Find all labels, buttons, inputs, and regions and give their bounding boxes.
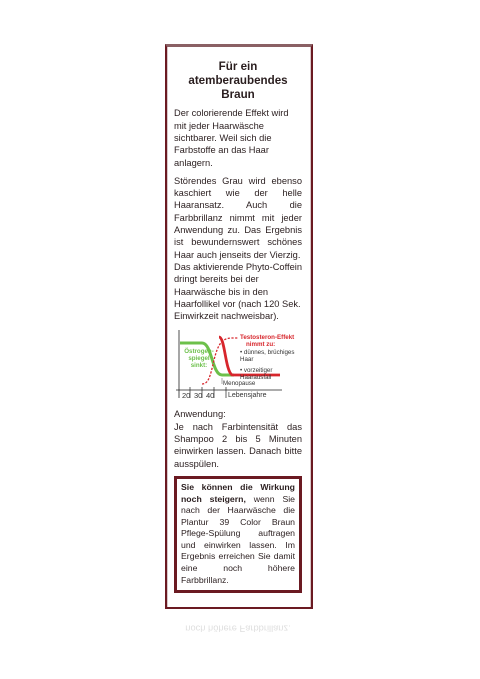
hormone-diagram [174,328,302,402]
usage-heading: Anwendung: [174,409,226,420]
paragraph-effect: Der colorierende Effekt wird mit jeder Haarwäsche sichtbarer. Weil sich die Farbstoffe an das Haar anlagern. [174,108,289,168]
tip-callout [174,476,302,593]
paragraph-coffein: Das aktivierende Phyto-Coffein dringt bereits bei der Haarwäsche bis in den Haarfollikel vor (nach 120 Sek. Einwirkzeit nachweisbar). [174,261,302,322]
callout-text: wenn Sie nach der Haarwäsche die Plantur 39 Color Braun Pflege-Spülung auftragen und einwirken lassen. Im Ergebnis erreichen Sie damit eine noch höhere Farbbrillanz. [181,493,296,585]
testosterone-effects: • dünnes, brüchiges Haar • vorzeitiger Haarausfall [240,349,295,382]
menopause-label: Menopause [223,380,256,388]
reflection-text: noch höhere Farbbrillanz. [185,623,291,634]
axis-label: Lebensjahre [228,392,267,400]
tick-label-40: 40 [206,391,215,401]
usage-text: Je nach Farbintensität das Shampoo 2 bis 5 Minuten einwirken lassen. Danach bitte ausspülen. [174,421,302,469]
oestrogen-label: Östrogen- spiegel sinkt: [184,348,214,370]
package-text [174,60,302,593]
testosterone-label: Testosteron-Effekt nimmt zu: [240,334,295,349]
callout-bold: Sie können die Wirkung noch steigern, [181,481,295,504]
tick-label-20: 20 [182,391,191,401]
paragraph-grey: Störendes Grau wird ebenso kaschiert wie der helle Haaransatz. Auch die Farbbrillanz nimmt mit jeder Anwendung zu. Das Ergebnis ist bewundernswert schönes Haar auch jenseits der Vierzig. [174,175,302,260]
usage-section [174,408,302,469]
tick-label-30: 30 [194,391,203,401]
headline: Für ein atemberaubendes Braun [188,60,288,101]
